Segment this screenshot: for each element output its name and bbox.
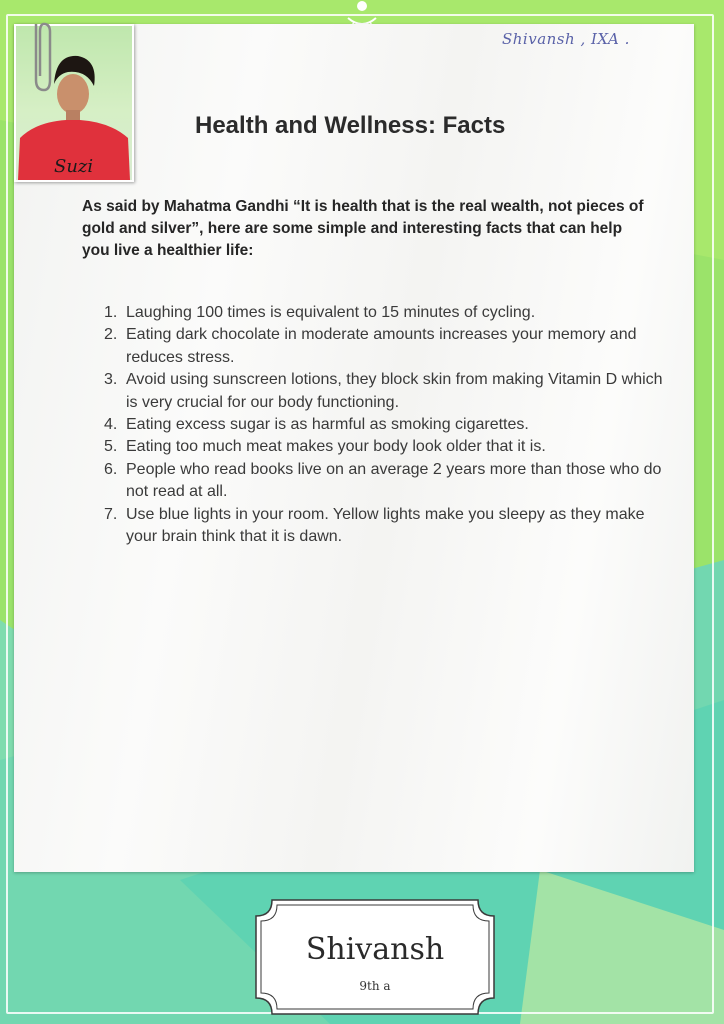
list-text: Eating dark chocolate in moderate amounts increases your memory and reduces stress. (126, 326, 637, 366)
list-item (104, 436, 664, 458)
paper-clip-icon (26, 20, 56, 96)
list-text: Eating excess sugar is as harmful as smoking cigarettes. (126, 416, 529, 434)
list-text: Eating too much meat makes your body look older that it is. (126, 438, 546, 456)
list-text: Avoid using sunscreen lotions, they block skin from making Vitamin D which is very crucial for our body functioning. (126, 371, 663, 411)
name-plate (250, 894, 500, 1020)
list-number: 5. (104, 438, 118, 456)
handwritten-signature: Shivansh , IXA . (502, 30, 630, 48)
facts-list (104, 302, 664, 548)
page-title: Health and Wellness: Facts (195, 112, 506, 139)
list-item (104, 302, 664, 324)
shirt-logo: Suzi (54, 156, 94, 177)
list-text: Laughing 100 times is equivalent to 15 minutes of cycling. (126, 304, 536, 321)
list-item (104, 324, 664, 369)
list-number: 1. (104, 304, 118, 321)
list-item (104, 369, 664, 414)
list-number: 3. (104, 371, 118, 389)
list-number: 2. (104, 326, 118, 344)
list-item (104, 414, 664, 436)
intro-paragraph: As said by Mahatma Gandhi “It is health that is the real wealth, not pieces of gold and silver”, here are some simple and interesting facts that can help you live a healthier life: (82, 198, 644, 259)
list-number: 4. (104, 416, 118, 434)
student-name: Shivansh (305, 932, 445, 967)
list-text: People who read books live on an average 2 years more than those who do not read at all. (126, 460, 662, 501)
list-text: Use blue lights in your room. Yellow lights make you sleepy as they make your brain think that it is dawn. (126, 505, 645, 546)
list-item (104, 504, 664, 549)
list-number: 7. (104, 505, 118, 523)
list-item (104, 459, 664, 504)
student-class: 9th a (359, 979, 391, 993)
list-number: 6. (104, 460, 118, 478)
